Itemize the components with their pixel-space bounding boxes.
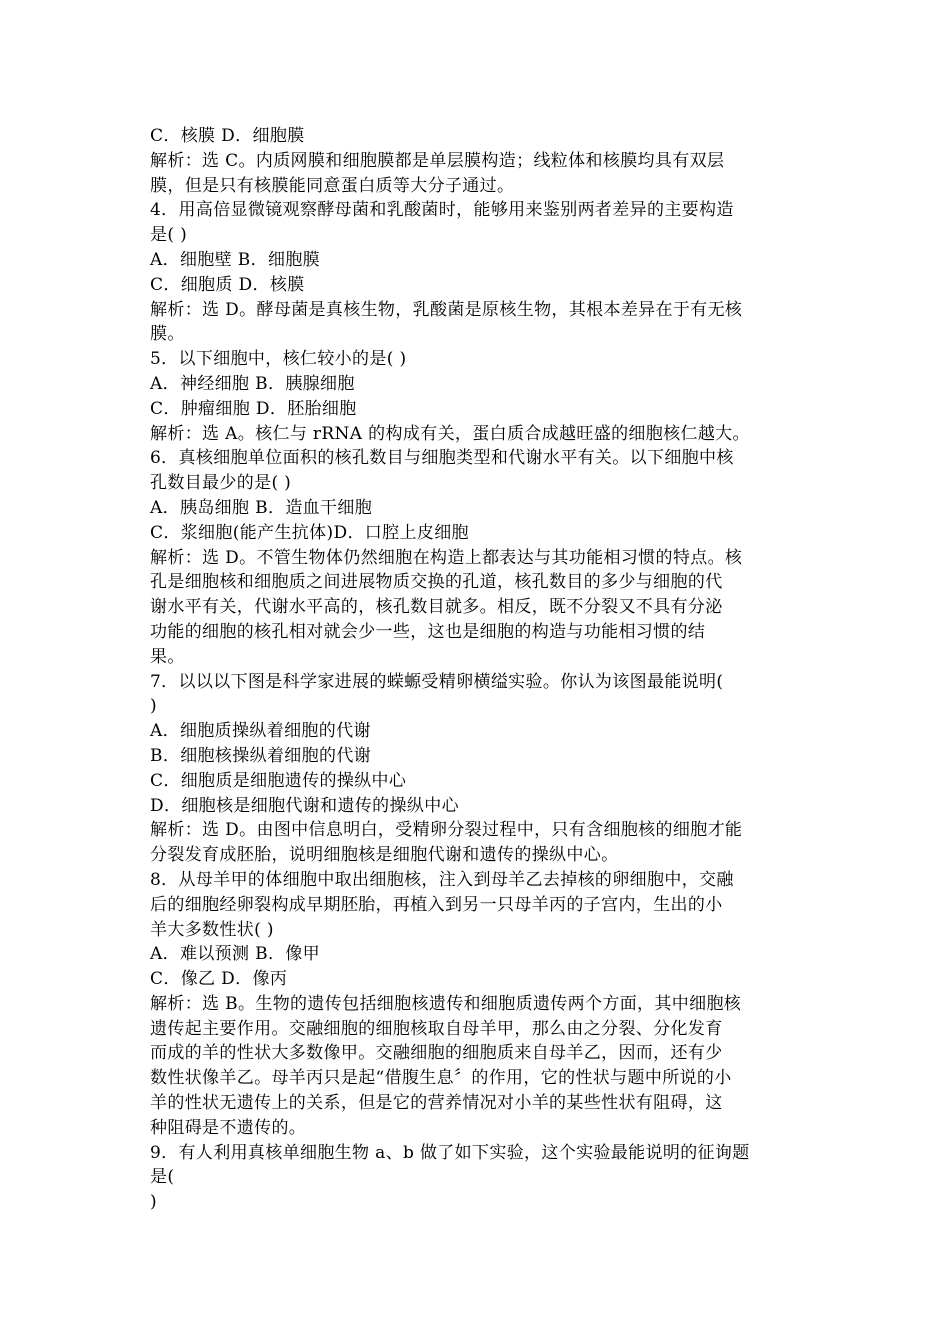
text-line: 孔是细胞核和细胞质之间进展物质交换的孔道，核孔数目的多少与细胞的代	[150, 572, 723, 593]
option-line: B．细胞核操纵着细胞的代谢	[150, 745, 372, 766]
text-line: 羊的性状无遗传上的关系，但是它的营养情况对小羊的某些性状有阻碍，这	[150, 1093, 723, 1114]
text-line: 种阻碍是不遗传的。	[150, 1117, 307, 1138]
option-line: C．细胞质 D．核膜	[150, 274, 305, 295]
explanation-line: 解析：选 B。生物的遗传包括细胞核遗传和细胞质遗传两个方面，其中细胞核	[150, 993, 742, 1014]
explanation-line: 解析：选 A。核仁与 rRNA 的构成有关，蛋白质合成越旺盛的细胞核仁越大。	[150, 423, 750, 444]
text-line: 数性状像羊乙。母羊丙只是起“借腹生息〞的作用，它的性状与题中所说的小	[150, 1068, 732, 1089]
explanation-line: 解析：选 D。不管生物体仍然细胞在构造上都表达与其功能相习惯的特点。核	[150, 547, 743, 568]
option-line: C．肿瘤细胞 D．胚胎细胞	[150, 398, 357, 419]
text-line: )	[150, 696, 157, 717]
question-6-stem: 6．真核细胞单位面积的核孔数目与细胞类型和代谢水平有关。以下细胞中核	[150, 448, 734, 469]
text-line: 遗传起主要作用。交融细胞的细胞核取自母羊甲，那么由之分裂、分化发育	[150, 1018, 723, 1039]
text-line: 是(	[150, 1167, 175, 1188]
question-7-stem: 7．以以以下图是科学家进展的蝾螈受精卵横缢实验。你认为该图最能说明(	[150, 671, 724, 692]
text-line: 膜。	[150, 324, 185, 345]
text-line: 孔数目最少的是( )	[150, 473, 292, 494]
text-line: 功能的细胞的核孔相对就会少一些，这也是细胞的构造与功能相习惯的结	[150, 621, 706, 642]
option-line: D．细胞核是细胞代谢和遗传的操纵中心	[150, 795, 459, 816]
text-line: 膜，但是只有核膜能同意蛋白质等大分子通过。	[150, 175, 515, 196]
explanation-line: 解析：选 D。由图中信息明白，受精卵分裂过程中，只有含细胞核的细胞才能	[150, 820, 743, 841]
explanation-line: 解析：选 D。酵母菌是真核生物，乳酸菌是原核生物，其根本差异在于有无核	[150, 299, 743, 320]
question-5-stem: 5．以下细胞中，核仁较小的是( )	[150, 349, 407, 370]
option-line: C．浆细胞(能产生抗体)D．口腔上皮细胞	[150, 522, 469, 543]
option-line: C．细胞质是细胞遗传的操纵中心	[150, 770, 407, 791]
document-body	[150, 124, 802, 1215]
text-line: 羊大多数性状( )	[150, 919, 274, 940]
text-line: )	[150, 1192, 157, 1213]
text-line: 解析：选 C。内质网膜和细胞膜都是单层膜构造；线粒体和核膜均具有双层	[150, 150, 725, 171]
text-line: C．核膜 D．细胞膜	[150, 126, 305, 146]
option-line: A．神经细胞 B．胰腺细胞	[150, 373, 355, 394]
text-line: 果。	[150, 646, 185, 667]
text-line: 后的细胞经卵裂构成早期胚胎，再植入到另一只母羊丙的子宫内，生出的小	[150, 894, 723, 915]
option-line: A．细胞质操纵着细胞的代谢	[150, 721, 371, 742]
option-line: A．胰岛细胞 B．造血干细胞	[150, 497, 373, 518]
text-line: 是( )	[150, 225, 188, 246]
question-9-stem: 9．有人利用真核单细胞生物 a、b 做了如下实验，这个实验最能说明的征询题	[150, 1142, 750, 1163]
text-line: 而成的羊的性状大多数像甲。交融细胞的细胞质来自母羊乙，因而，还有少	[150, 1043, 723, 1064]
option-line: A．难以预测 B．像甲	[150, 944, 321, 965]
question-4-stem: 4．用高倍显微镜观察酵母菌和乳酸菌时，能够用来鉴别两者差异的主要构造	[150, 200, 734, 221]
question-8-stem: 8．从母羊甲的体细胞中取出细胞核，注入到母羊乙去掉核的卵细胞中，交融	[150, 869, 734, 890]
option-line: C．像乙 D．像丙	[150, 969, 288, 990]
text-line: 谢水平有关，代谢水平高的，核孔数目就多。相反，既不分裂又不具有分泌	[150, 597, 723, 618]
text-line: 分裂发育成胚胎，说明细胞核是细胞代谢和遗传的操纵中心。	[150, 845, 619, 866]
option-line: A．细胞壁 B．细胞膜	[150, 249, 321, 270]
